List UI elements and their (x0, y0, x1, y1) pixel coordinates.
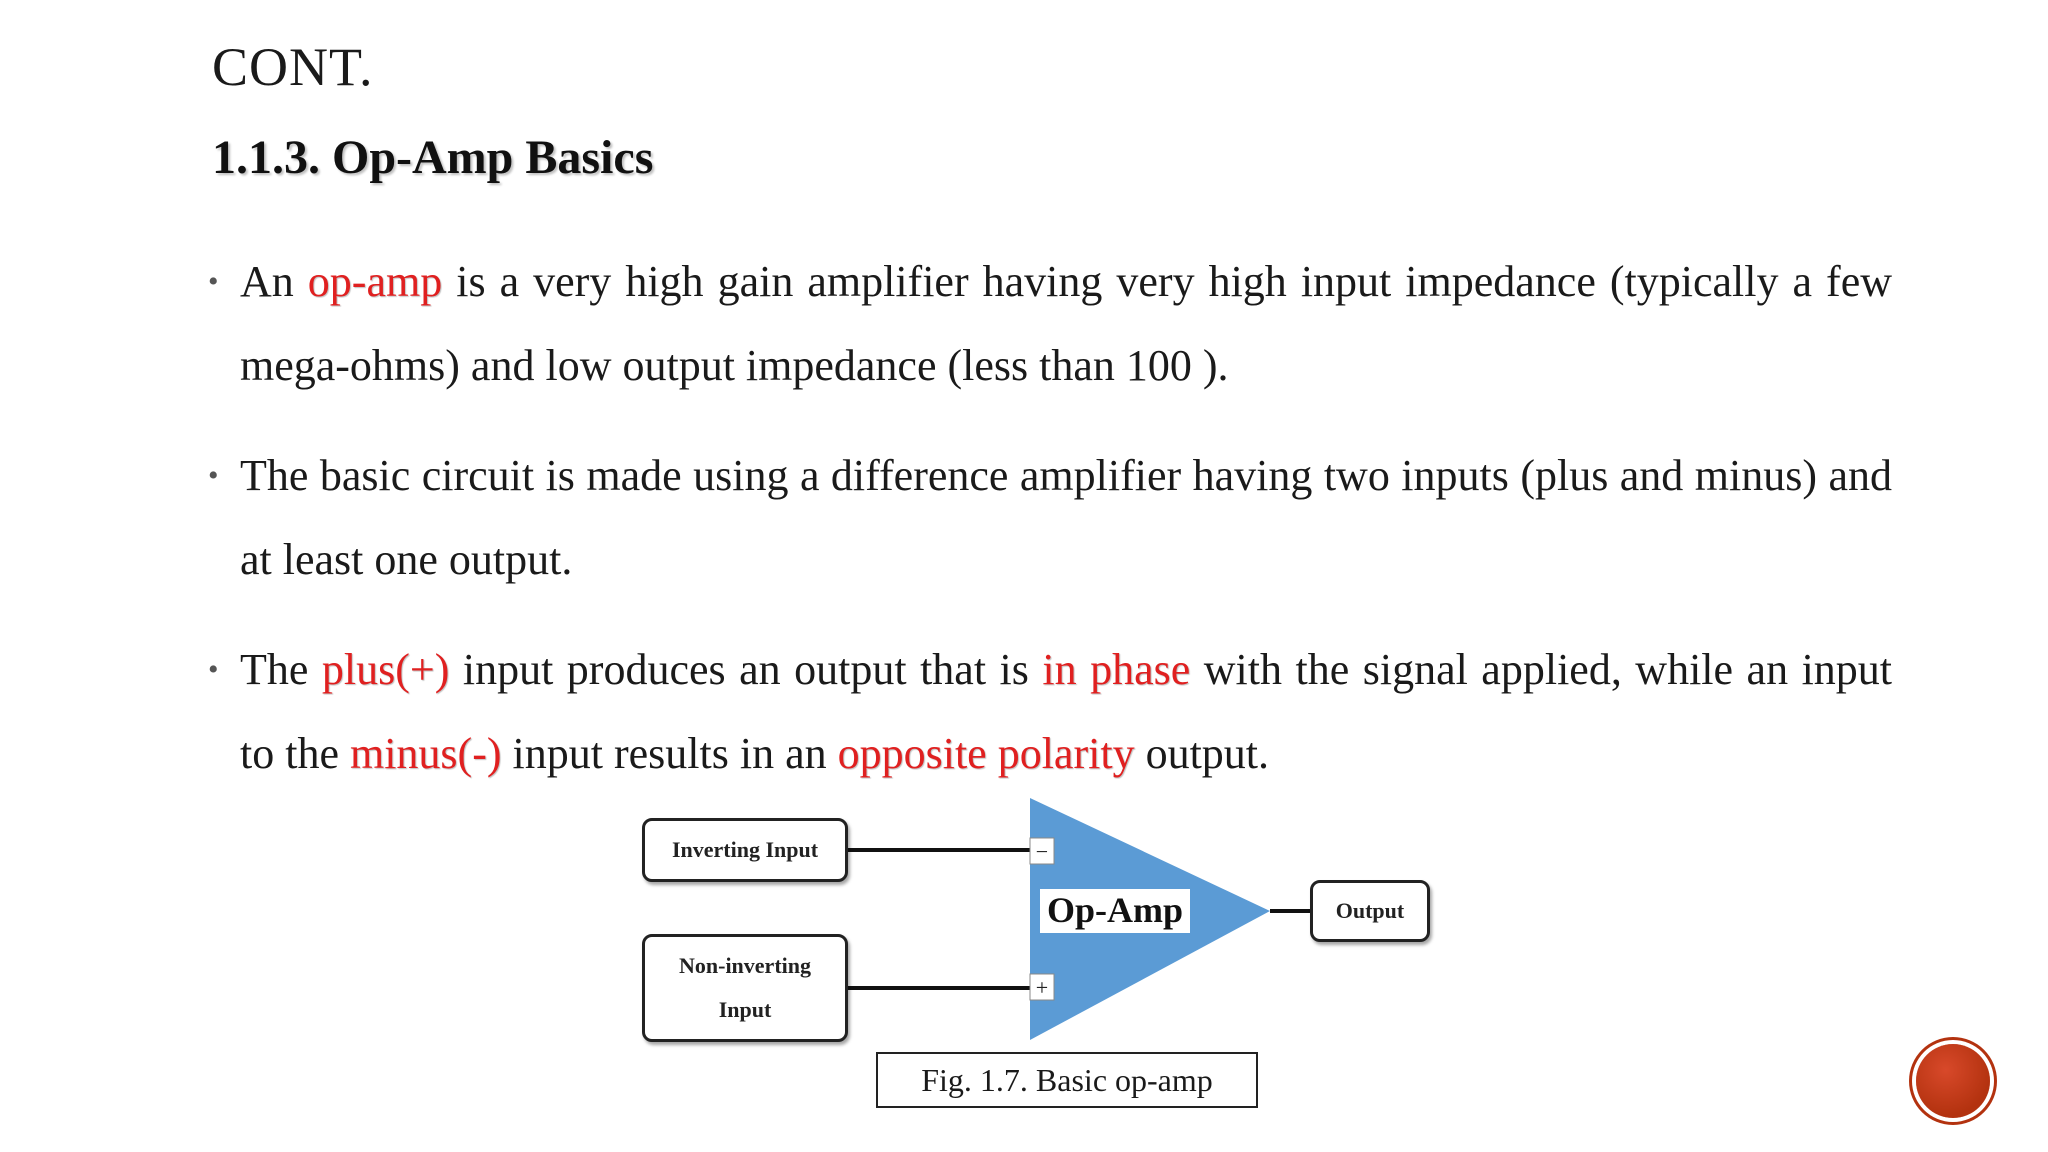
inverting-input-label: Inverting Input (671, 837, 819, 862)
bullet-text: An (240, 257, 308, 306)
noninverting-input-box (642, 934, 848, 1042)
bullet-text: with the signal applied, while an input to the (240, 645, 1893, 778)
bullet-text: input results in an (501, 729, 838, 778)
plus-sign: + (1035, 975, 1049, 1000)
opamp-label: Op-Amp (1046, 890, 1184, 930)
output-box (1310, 880, 1430, 942)
slide-title: CONT. (212, 37, 374, 97)
bullet-item (208, 628, 1892, 796)
bullet-item (208, 240, 1892, 408)
highlighted-term: minus(-) (349, 729, 502, 778)
bullet-list (208, 240, 1892, 822)
noninverting-input-label-line2: Input (718, 997, 772, 1022)
highlighted-term: plus(+) (321, 645, 450, 694)
bullet-text: The basic circuit is made using a difference amplifier having two inputs (plus and minus) and at least one output. (240, 451, 1892, 584)
minus-sign: − (1035, 839, 1049, 864)
noninverting-input-label-line1: Non-inverting (679, 953, 811, 978)
section-heading: 1.1.3. Op-Amp Basics (212, 131, 654, 184)
inverting-input-box (642, 818, 848, 882)
highlighted-term: in phase (1042, 645, 1191, 694)
bullet-text: output. (1134, 729, 1270, 778)
bullet-text: is a very high gain amplifier having very high input impedance (typically a few mega-ohms) and low output impedance (less than 100 ). (240, 257, 1892, 390)
output-label: Output (1335, 898, 1405, 923)
highlighted-term: opposite polarity (837, 729, 1135, 778)
highlighted-term: op-amp (307, 257, 443, 306)
bullet-text: The (240, 645, 322, 694)
bullet-text: input produces an output that is (449, 645, 1043, 694)
corner-badge-logo (1916, 1044, 1990, 1118)
figure-caption: Fig. 1.7. Basic op-amp (876, 1052, 1258, 1108)
bullet-item (208, 434, 1892, 602)
